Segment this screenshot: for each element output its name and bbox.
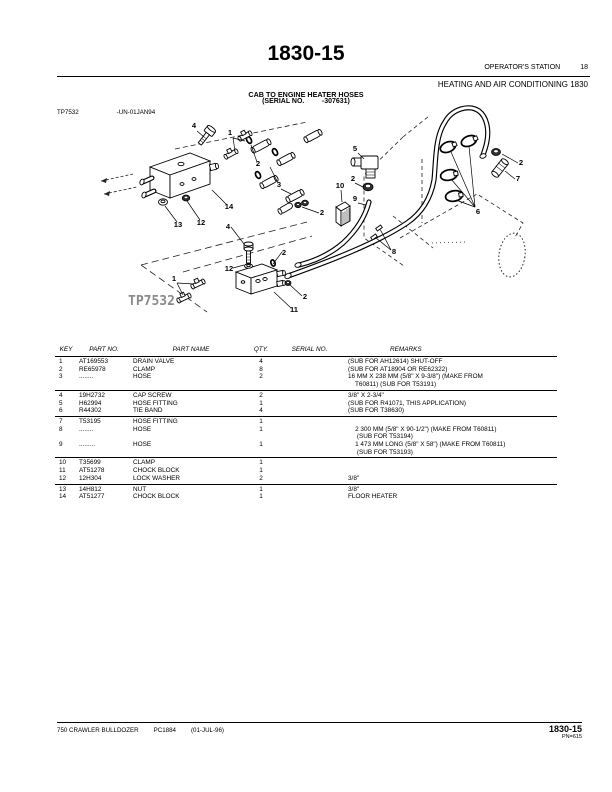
floor-heater-block: [139, 153, 219, 199]
cell-remarks: [348, 418, 557, 426]
chock-block-upper: [336, 202, 350, 226]
footer-date: (01-JUL-96): [190, 727, 224, 734]
page-title: 1830-15: [267, 42, 345, 65]
table-row: [55, 407, 557, 415]
cell-part-no: ........: [79, 425, 94, 433]
cell-part-name: HOSE FITTING: [133, 417, 178, 425]
footer-rule: [57, 722, 582, 723]
table-row: [55, 392, 557, 400]
table-row: [55, 475, 557, 483]
cell-part-no: AT51278: [79, 467, 105, 475]
cell-key: 2: [59, 365, 63, 373]
cell-serial: [271, 358, 348, 366]
cell-key: 14: [59, 493, 67, 501]
cell-remarks: (SUB FOR R41071, THIS APPLICATION): [348, 399, 467, 407]
cell-part-no: H62994: [79, 399, 102, 407]
cell-remarks: FLOOR HEATER: [348, 493, 398, 501]
callout-2e: 2: [281, 248, 287, 257]
cell-remarks: 3/8" X 2-3/4": [348, 391, 384, 399]
cell-key: 6: [59, 407, 63, 415]
cell-qty: 1: [259, 467, 263, 475]
callout-12a: 12: [196, 218, 206, 227]
figure-id: TP7532: [57, 109, 79, 116]
table-rule: [55, 457, 557, 458]
wheel-opening-outline: [496, 231, 528, 278]
table-row: [55, 493, 557, 501]
callout-6: 6: [475, 207, 481, 216]
col-header-remarks: REMARKS: [390, 346, 422, 353]
table-row: [55, 400, 557, 408]
footer-model: 750 CRAWLER BULLDOZER: [57, 727, 139, 734]
hose-fitting-7: [491, 158, 510, 179]
header-rule: [57, 76, 590, 77]
cell-qty: 1: [259, 485, 263, 493]
cell-qty: 2: [259, 391, 263, 399]
tie-bands: [439, 133, 480, 203]
table-rule: [55, 390, 557, 391]
cell-key: 7: [59, 417, 63, 425]
col-header-qty: QTY.: [253, 346, 269, 353]
table-row: [55, 467, 557, 475]
callout-7: 7: [515, 174, 521, 183]
cell-part-name: HOSE: [133, 441, 152, 449]
cell-key: 1: [59, 358, 63, 365]
cell-serial: [271, 366, 348, 374]
cell-part-no: RE65978: [79, 365, 106, 373]
cell-qty: 1: [259, 417, 263, 425]
callout-10: 10: [335, 181, 345, 190]
cell-serial: [271, 486, 348, 494]
callout-11: 11: [289, 305, 299, 314]
table-row: [55, 441, 557, 456]
cell-part-name: HOSE FITTING: [133, 399, 178, 407]
cell-qty: 1: [259, 493, 263, 501]
cap-screw-upper: [196, 124, 217, 147]
cell-remarks: [348, 459, 557, 467]
table-rule: [55, 484, 557, 485]
cell-part-name: CLAMP: [133, 365, 156, 373]
cell-key: 9: [59, 441, 63, 449]
cell-remarks: 2 300 MM (5/8" X 90-1/2") (MAKE FROM T60811) (SUB FOR T53194): [348, 425, 497, 441]
callout-4a: 4: [191, 121, 197, 130]
table-row: [55, 418, 557, 426]
operators-station-label: OPERATOR'S STATION: [484, 64, 561, 71]
cell-remarks: 1 473 MM LONG (5/8" X 58") (MAKE FROM T60811) (SUB FOR T53193): [348, 441, 506, 456]
table-header-row: [55, 345, 557, 355]
cell-serial: [271, 392, 348, 400]
chapter-page-number: 18: [580, 64, 588, 71]
cell-key: 3: [59, 373, 63, 381]
footer-right: [549, 725, 582, 740]
callout-2a: 2: [255, 159, 261, 168]
table-rule: [55, 416, 557, 417]
callout-4b: 4: [225, 222, 231, 231]
cell-part-name: DRAIN VALVE: [133, 358, 175, 365]
cell-serial: [271, 441, 348, 456]
cell-key: 8: [59, 425, 63, 433]
table-rule: [55, 356, 557, 357]
cell-part-no: 19H2732: [79, 391, 105, 399]
cell-qty: 1: [259, 399, 263, 407]
figure-date-code: -UN-01JAN94: [116, 109, 156, 116]
footer-page-ref: 1830-15: [548, 724, 582, 734]
cell-remarks: 3/8": [348, 485, 360, 493]
col-header-part-name: PART NAME: [172, 346, 210, 353]
parts-diagram-svg: [55, 95, 590, 347]
table-row: [55, 486, 557, 494]
callout-2c: 2: [518, 158, 524, 167]
header-right: [484, 64, 588, 71]
footer-catalog-number: PC1884: [153, 727, 176, 734]
exploded-parts-diagram: [55, 95, 590, 347]
cell-part-no: AT169553: [79, 358, 109, 365]
cell-part-no: .........: [79, 441, 95, 449]
callout-1b: 1: [171, 274, 177, 283]
cell-qty: 4: [259, 358, 263, 365]
figure-watermark: TP7532: [128, 294, 175, 309]
cell-remarks: 16 MM X 238 MM (5/8" X 9-3/8") (MAKE FROM T60811) (SUB FOR T53191): [348, 373, 483, 389]
callout-2d: 2: [319, 208, 325, 217]
cell-part-name: LOCK WASHER: [133, 474, 180, 482]
cell-key: 11: [59, 467, 66, 475]
cell-qty: 1: [259, 441, 263, 449]
cap-screw-lower: [244, 242, 253, 268]
cell-qty: 2: [259, 373, 263, 381]
parts-table: [55, 345, 557, 501]
cell-qty: 1: [259, 425, 263, 433]
cell-part-no: T53195: [79, 417, 101, 425]
callout-8: 8: [391, 247, 397, 256]
callout-14: 14: [224, 202, 234, 211]
col-header-serial-no: SERIAL NO.: [291, 346, 328, 353]
drain-valve-upper-b: [222, 146, 239, 160]
cell-part-name: TIE BAND: [133, 407, 163, 415]
table-row: [55, 373, 557, 388]
cell-remarks: (SUB FOR T38630): [348, 407, 404, 415]
cell-qty: 1: [259, 459, 263, 467]
cell-part-no: R44302: [79, 407, 102, 415]
cell-serial: [271, 407, 348, 415]
cell-serial: [271, 400, 348, 408]
nut-13: [159, 199, 168, 205]
clamp-nut-top-right: [492, 149, 501, 156]
callout-3: 3: [276, 180, 282, 189]
callout-1a: 1: [227, 128, 233, 137]
callout-9: 9: [352, 194, 358, 203]
cell-qty: 2: [259, 474, 263, 482]
cell-remarks: (SUB FOR AH12614) SHUT-OFF: [348, 358, 443, 365]
chock-block-lower-manifold: [236, 259, 291, 294]
callout-2b: 2: [350, 174, 356, 183]
cell-serial: [271, 426, 348, 441]
cell-part-name: HOSE: [133, 425, 152, 433]
cell-remarks: 3/8": [348, 474, 360, 482]
table-row: [55, 358, 557, 366]
serial-range: (SERIAL NO. -307631): [262, 98, 350, 105]
drain-valve-lower-b: [175, 290, 192, 304]
cell-part-no: AT51277: [79, 493, 105, 501]
cell-key: 4: [59, 391, 63, 399]
cell-part-no: 14H812: [79, 485, 102, 493]
cell-part-name: CAP SCREW: [133, 391, 172, 399]
cell-qty: 8: [259, 365, 263, 373]
cell-serial: [271, 475, 348, 483]
cell-key: 12: [59, 474, 67, 482]
callout-12b: 12: [224, 264, 234, 273]
lock-washer-12a: [182, 195, 190, 201]
table-row: [55, 459, 557, 467]
cell-serial: [271, 459, 348, 467]
col-header-part-no: PART NO.: [89, 346, 119, 353]
figure-title: CAB TO ENGINE HEATER HOSES: [248, 90, 364, 99]
cell-key: 13: [59, 485, 67, 493]
cell-qty: 4: [259, 407, 263, 415]
section-header: HEATING AND AIR CONDITIONING 1830: [437, 80, 588, 89]
cell-key: 5: [59, 399, 63, 407]
callout-5: 5: [352, 144, 358, 153]
drain-valve-lower-a: [189, 276, 206, 290]
cell-part-name: HOSE: [133, 373, 152, 381]
clamp-nut-below-elbow: [363, 183, 373, 191]
table-row: [55, 366, 557, 374]
cell-part-name: CLAMP: [133, 459, 156, 467]
cell-part-no: 12H304: [79, 474, 102, 482]
callout-13: 13: [173, 220, 183, 229]
cell-serial: [271, 418, 348, 426]
cell-remarks: [348, 467, 557, 475]
cell-part-name: NUT: [133, 485, 147, 493]
cell-serial: [271, 373, 348, 388]
cell-part-no: T35699: [79, 459, 101, 467]
callout-2f: 2: [302, 292, 308, 301]
footer-pn: PN=615: [561, 734, 582, 740]
cell-part-name: CHOCK BLOCK: [133, 493, 180, 501]
cell-part-name: CHOCK BLOCK: [133, 467, 180, 475]
cell-remarks: (SUB FOR AT18904 OR RE62322): [348, 365, 448, 373]
table-row: [55, 426, 557, 441]
cell-key: 10: [59, 459, 67, 467]
footer-left: [57, 727, 224, 734]
cell-serial: [271, 493, 348, 501]
cell-serial: [271, 467, 348, 475]
cell-part-no: ........: [79, 373, 94, 381]
col-header-key: KEY: [59, 346, 73, 353]
